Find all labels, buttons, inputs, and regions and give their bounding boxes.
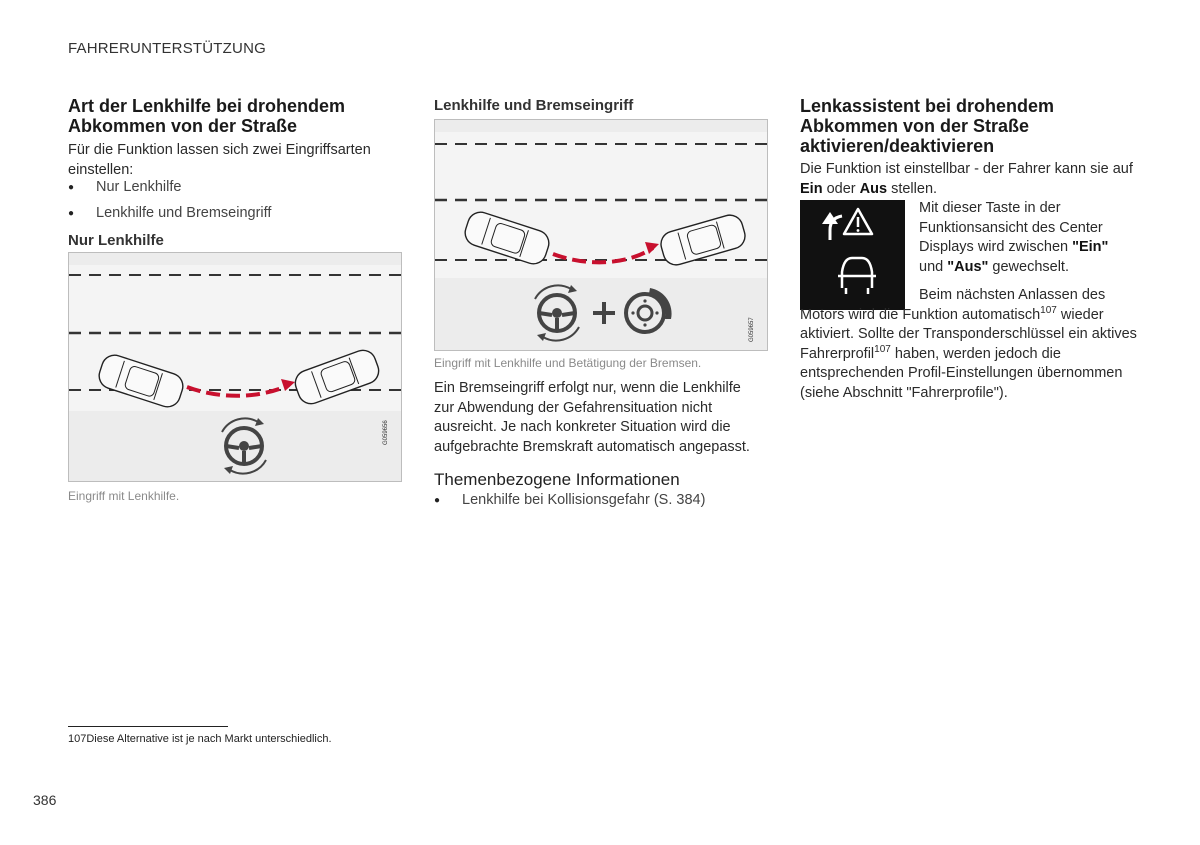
plus-icon	[593, 302, 615, 324]
brake-disc-icon	[626, 288, 672, 332]
button-text: Mit dieser Taste in der Funktionsansicht des Center Displays wird zwischen	[919, 200, 1103, 255]
figure-steering-braking	[434, 119, 768, 351]
list-item: ● Lenkhilfe und Bremseingriff	[68, 204, 398, 224]
footnote-ref[interactable]: 107	[1040, 304, 1057, 316]
related-link[interactable]: ● Lenkhilfe bei Kollisionsgefahr (S. 384)	[434, 491, 764, 511]
or-label: oder	[826, 180, 856, 197]
col2-caption: Eingriff mit Lenkhilfe und Betätigung der Bremsen.	[434, 356, 702, 370]
intro-text-end: stellen.	[891, 180, 938, 197]
page-number: 386	[33, 792, 57, 808]
col2-paragraph: Ein Bremseingriff erfolgt nur, wenn die Lenkhilfe zur Abwendung der Gefahrensituation nicht ausreicht. Je nach konkreter Situation wird die aufgebrachte Bremskraft automatisch angepasst.	[434, 380, 750, 455]
on-label: Ein	[800, 180, 823, 197]
footnote-ref[interactable]: 107	[874, 343, 891, 355]
list-item: ● Nur Lenkhilfe	[68, 178, 398, 198]
steering-wheel-icon	[535, 285, 579, 341]
quoted-off: "Aus"	[947, 258, 989, 275]
button-text-end: gewechselt.	[992, 258, 1069, 275]
steering-wheel-icon	[222, 418, 266, 474]
related-heading: Themenbezogene Informationen	[434, 470, 680, 489]
restart-text-2: wieder aktiviert. Sollte der Transponderschlüssel ein aktives Fahrerprofil	[800, 306, 1137, 362]
col1-intro: Für die Funktion lassen sich zwei Eingriffsarten einstellen:	[68, 142, 371, 178]
col3-intro	[800, 160, 1135, 199]
figure-code: G059656	[383, 420, 389, 445]
col1-subheading: Nur Lenkhilfe	[68, 232, 164, 249]
col1-options-list	[68, 178, 398, 223]
footnote	[68, 733, 332, 745]
related-list	[434, 491, 764, 511]
and-label: und	[919, 258, 944, 275]
intro-text: Die Funktion ist einstellbar - der Fahrer kann sie auf	[800, 161, 1133, 177]
footnote-text: Diese Alternative ist je nach Markt unterschiedlich.	[86, 733, 332, 745]
restart-text: Beim nächsten Anlassen des Motors wird die Funktion automatisch	[800, 287, 1106, 323]
figure-steering-only	[68, 252, 402, 482]
quoted-on: "Ein"	[1072, 239, 1109, 255]
col2-subheading: Lenkhilfe und Bremseingriff	[434, 97, 634, 114]
col3-title: Lenkassistent bei drohendem Abkommen von der Straße aktivieren/deaktivieren	[800, 96, 1055, 156]
footnote-number: 107	[68, 733, 87, 745]
button-description	[919, 199, 1134, 277]
lane-departure-warning-icon	[822, 209, 872, 240]
col1-title: Art der Lenkhilfe bei drohendem Abkommen von der Straße	[68, 96, 346, 136]
restart-paragraph	[800, 286, 1140, 403]
restart-text-3: haben, werden jedoch die entsprechenden Profil-Einstellungen übernommen (siehe Abschnitt "Fahrerprofile").	[800, 345, 1123, 401]
section-header: FAHRERUNTERSTÜTZUNG	[68, 40, 266, 57]
figure-code: G059657	[749, 317, 755, 342]
footnote-divider	[68, 726, 228, 727]
off-label: Aus	[859, 180, 888, 197]
col1-caption: Eingriff mit Lenkhilfe.	[68, 489, 180, 503]
